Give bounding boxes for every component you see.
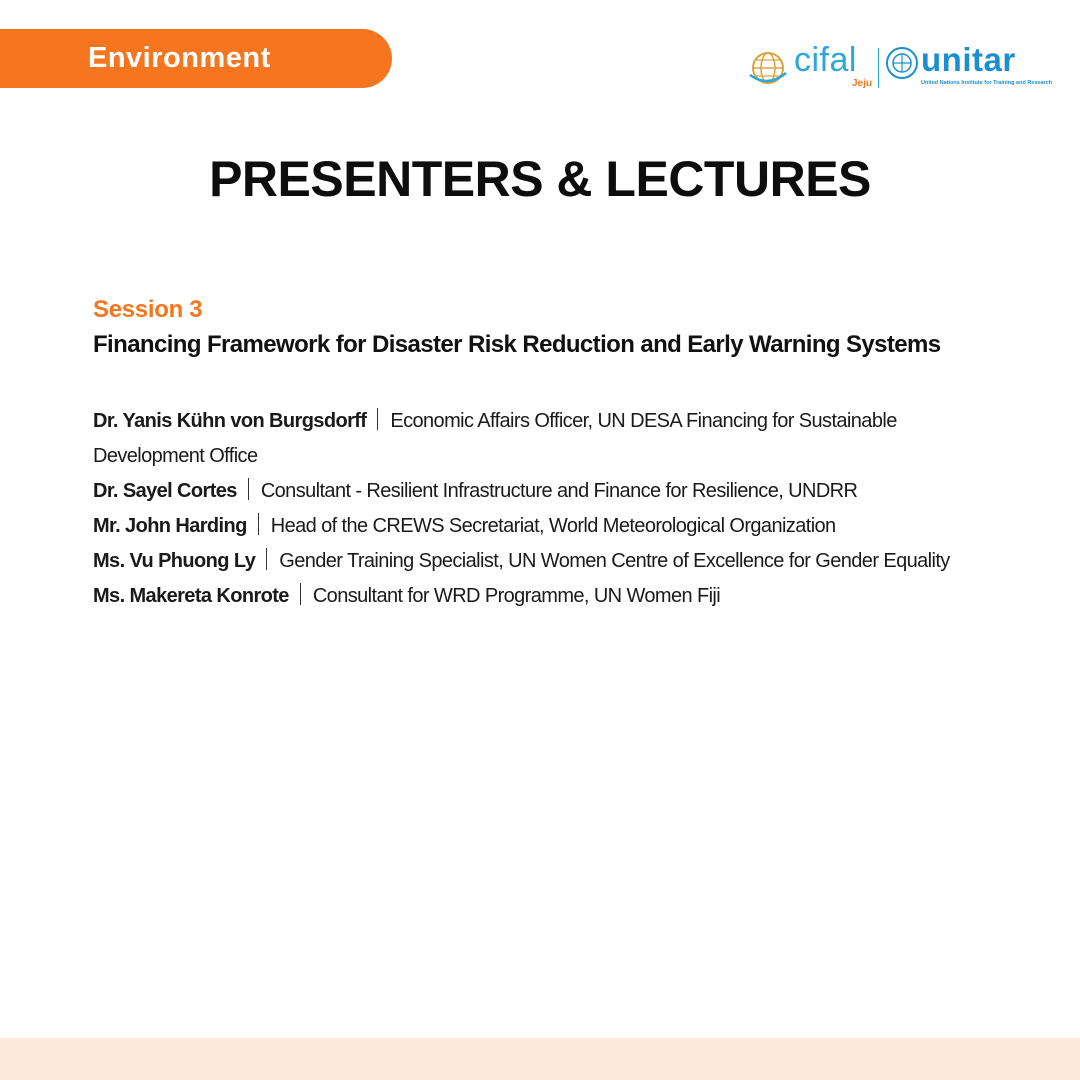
logo-divider [878,48,879,88]
session-title: Financing Framework for Disaster Risk Reduction and Early Warning Systems [93,331,941,358]
separator [258,513,259,535]
separator [266,548,267,570]
cifal-wordmark: cifal [794,41,857,79]
category-tag [0,29,392,88]
page-title: PRESENTERS & LECTURES [209,151,871,207]
presenter-list [93,404,993,614]
presenter-name: Ms. Vu Phuong Ly [93,550,256,572]
presenter-role: Economic Affairs Officer, UN DESA Financing for Sustainable Development Office [93,410,897,467]
session-label: Session 3 [93,296,203,323]
presenter-role: Gender Training Specialist, UN Women Centre of Excellence for Gender Equality [279,550,950,572]
presenter-role: Head of the CREWS Secretariat, World Meteorological Organization [270,515,836,537]
presenter-item [93,544,993,579]
presenter-role: Consultant - Resilient Infrastructure and Finance for Resilience, UNDRR [260,480,858,502]
presenter-name: Mr. John Harding [93,515,247,537]
presenter-name: Dr. Sayel Cortes [93,480,237,502]
category-label: Environment [88,42,271,74]
presenter-name: Ms. Makereta Konrote [93,585,289,607]
separator [377,408,378,430]
separator [248,478,249,500]
presenter-item [93,509,993,544]
presenter-item [93,579,993,614]
presenter-role: Consultant for WRD Programme, UN Women Fiji [312,585,721,607]
cifal-jeju: Jeju [851,78,872,89]
presenter-item [93,404,993,474]
un-emblem-icon [885,46,919,80]
unitar-wordmark: unitar [921,41,1016,78]
footer-band [0,1038,1080,1080]
partner-logos [748,40,1053,96]
cifal-logo [794,40,876,96]
presenter-name: Dr. Yanis Kühn von Burgsdorff [93,410,367,432]
unitar-logo [921,40,1053,96]
separator [300,583,301,605]
globe-icon [748,48,788,88]
presenter-item [93,474,993,509]
unitar-tagline: United Nations Institute for Training and Research [921,80,1053,86]
